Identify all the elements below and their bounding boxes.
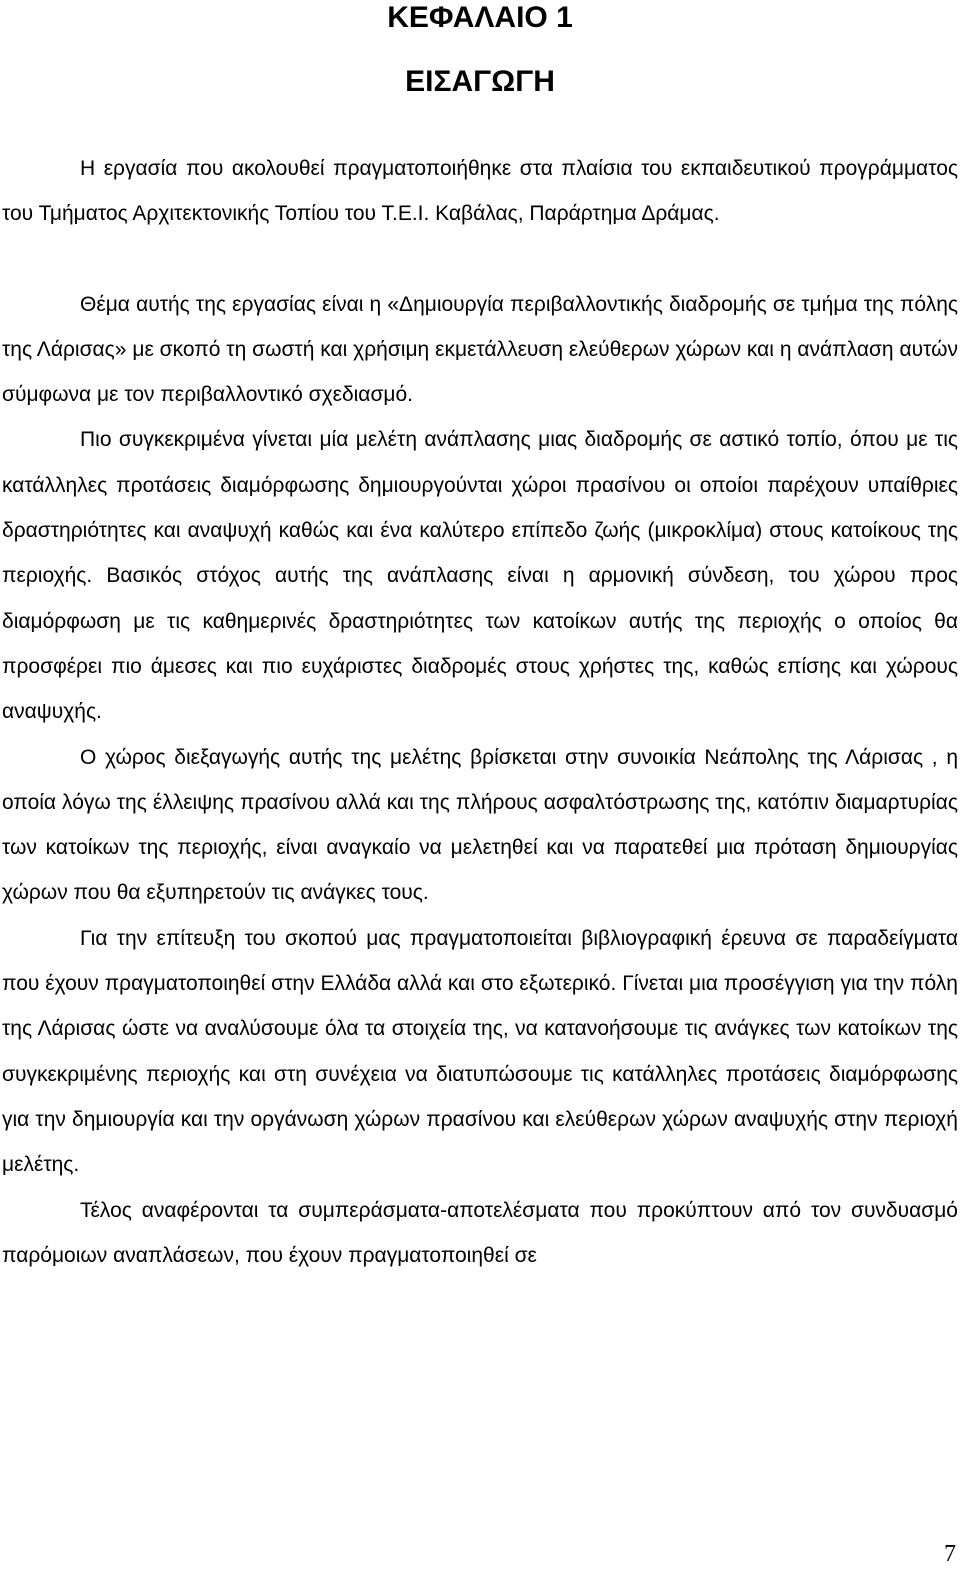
paragraph: Η εργασία που ακολουθεί πραγματοποιήθηκε στα πλαίσια του εκπαιδευτικού προγράμματος του Τμήματος Αρχιτεκτονικής Τοπίου του Τ.Ε.Ι. Καβάλας, Παράρτημα Δράμας.: [2, 157, 958, 226]
chapter-title: ΚΕΦΑΛΑΙΟ 1: [387, 1, 573, 34]
paragraph: Πιο συγκεκριμένα γίνεται μία μελέτη ανάπλασης μιας διαδρομής σε αστικό τοπίο, όπου με τις κατάλληλες προτάσεις διαμόρφωσης δημιουργούνται χώροι πρασίνου οι οποίοι παρέχουν υπαίθριες δραστηριότητες και αναψυχή καθώς και ένα καλύτερο επίπεδο ζωής (μικροκλίμα) στους κατοίκους της περιοχής. Βασικός στόχος αυτής της ανάπλασης είναι η αρμονική σύνδεση, του χώρου προς διαμόρφωση με τις καθημερινές δραστηριότητες των κατοίκων αυτής της περιοχής ο οποίος θα προσφέρει πιο άμεσες και πιο ευχάριστες διαδρομές στους χρήστες της, καθώς επίσης και χώρους αναψυχής.: [2, 428, 958, 724]
section-title: ΕΙΣΑΓΩΓΗ: [405, 65, 555, 98]
body-text: [2, 146, 958, 1278]
paragraph: Για την επίτευξη του σκοπού μας πραγματοποιείται βιβλιογραφική έρευνα σε παραδείγματα που έχουν πραγματοποιηθεί στην Ελλάδα αλλά και στο εξωτερικό. Γίνεται μια προσέγγιση για την πόλη της Λάρισας ώστε να αναλύσουμε όλα τα στοιχεία της, να κατανοήσουμε τις ανάγκες των κατοίκων της συγκεκριμένης περιοχής και στη συνέχεια να διατυπώσουμε τις κατάλληλες προτάσεις διαμόρφωσης για την δημιουργία και την οργάνωση χώρων πρασίνου και ελεύθερων χώρων αναψυχής στην περιοχή μελέτης.: [2, 926, 958, 1177]
paragraph: Θέμα αυτής της εργασίας είναι η «Δημιουργία περιβαλλοντικής διαδρομής σε τμήμα της πόλης της Λάρισας» με σκοπό τη σωστή και χρήσιμη εκμετάλλευση ελεύθερων χώρων και η ανάπλαση αυτών σύμφωνα με τον περιβαλλοντικό σχεδιασμό.: [2, 292, 958, 407]
paragraph: Ο χώρος διεξαγωγής αυτής της μελέτης βρίσκεται στην συνοικία Νεάπολης της Λάρισας , η οποία λόγω της έλλειψης πρασίνου αλλά και της πλήρους ασφαλτόστρωσης της, κατόπιν διαμαρτυρίας των κατοίκων της περιοχής, είναι αναγκαίο να μελετηθεί και να παρατεθεί μια πρόταση δημιουργίας χώρων που θα εξυπηρετούν τις ανάγκες τους.: [2, 745, 958, 905]
page-number: 7: [944, 1541, 956, 1567]
paragraph: Τέλος αναφέρονται τα συμπεράσματα-αποτελέσματα που προκύπτουν από τον συνδυασμό παρόμοιων αναπλάσεων, που έχουν πραγματοποιηθεί σε: [2, 1198, 958, 1267]
